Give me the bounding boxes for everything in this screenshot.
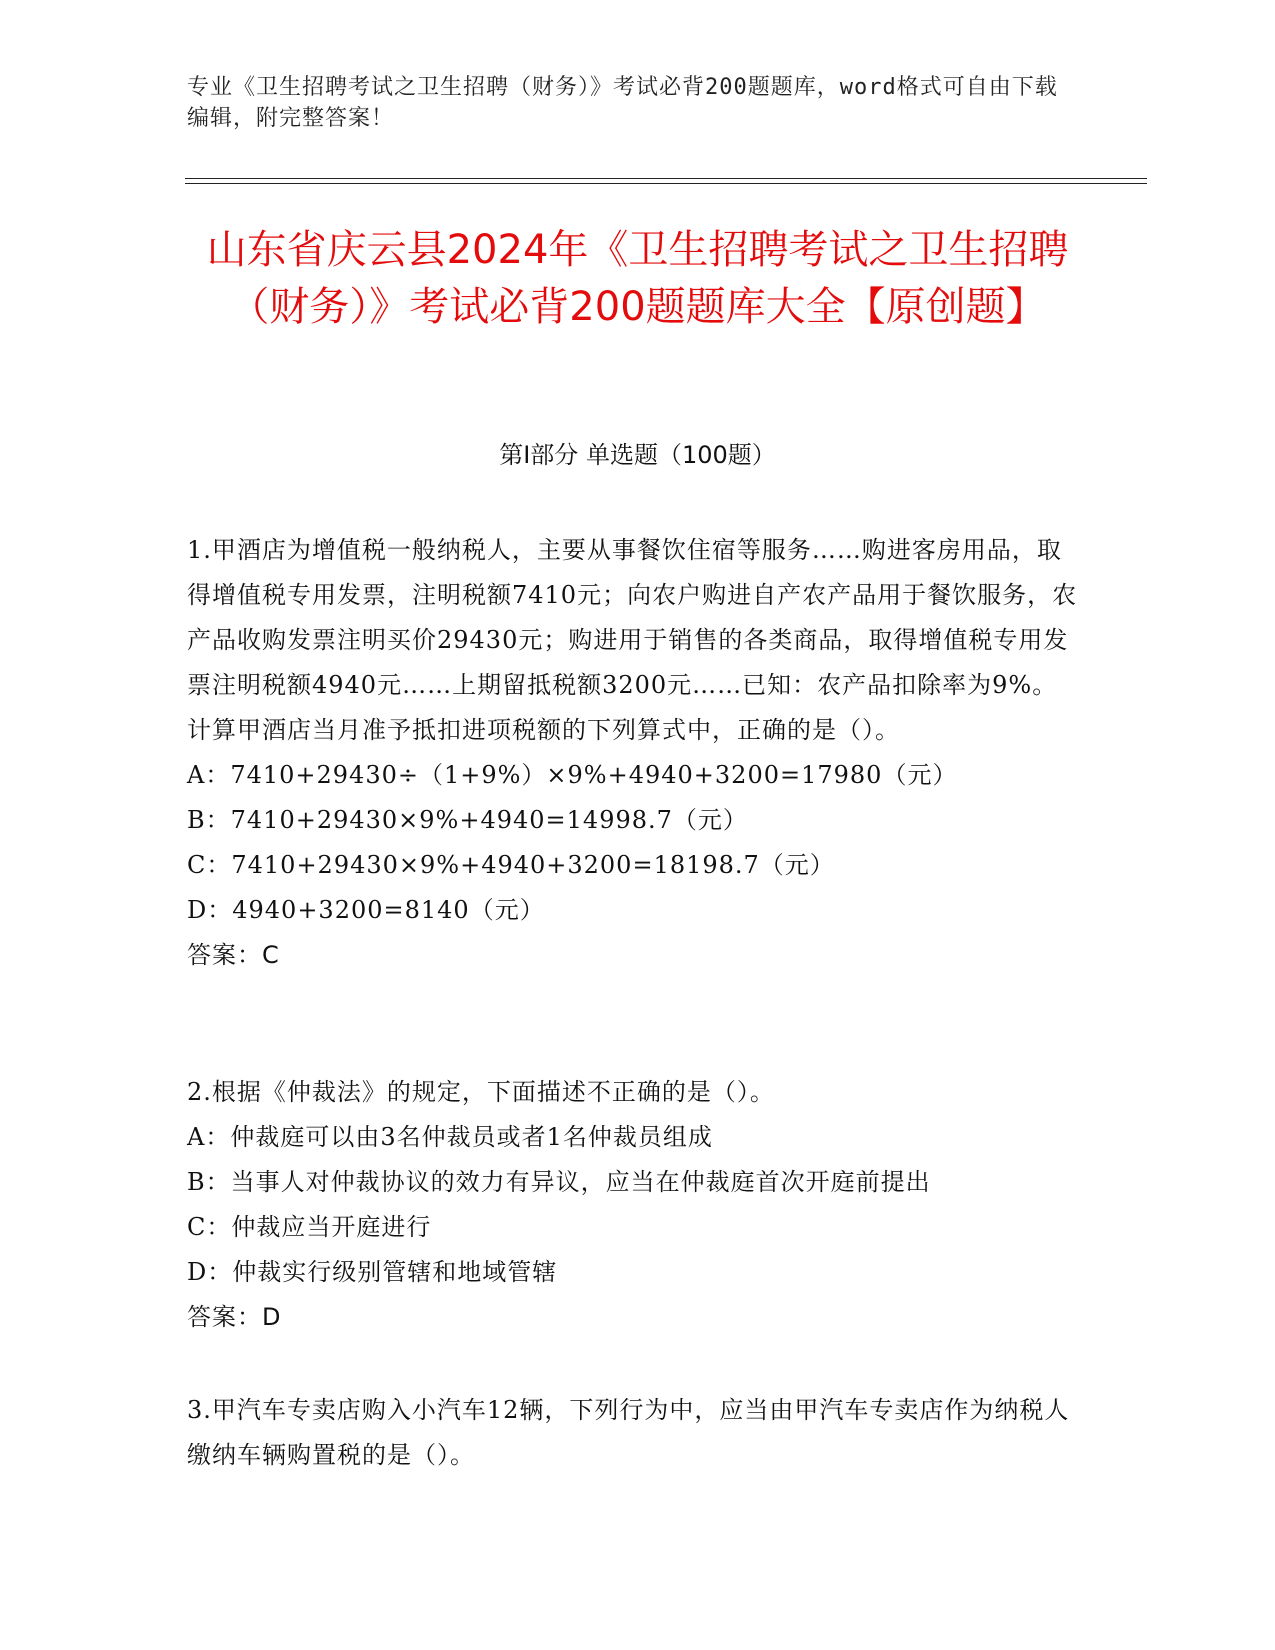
section-heading: 第Ⅰ部分 单选题（100题）: [499, 441, 776, 469]
answer-label: 答案：D: [187, 1303, 282, 1331]
question-stem: 1.甲酒店为增值税一般纳税人，主要从事餐饮住宿等服务……购进客房用品，取得增值税专用发票，注明税额7410元；向农户购进自产农产品用于餐饮服务，农产品收购发票注明买价29430元；购进用于销售的各类商品，取得增值税专用发票注明税额4940元……上期留抵税额3200元……已知：农产品扣除率为9%。计算甲酒店当月准予抵扣进项税额的下列算式中，正确的是（）。: [187, 536, 1078, 744]
option-d: D：4940+3200=8140（元）: [187, 896, 545, 924]
option-b: B：当事人对仲裁协议的效力有异议，应当在仲裁庭首次开庭前提出: [187, 1168, 931, 1196]
question-3: [187, 1388, 1082, 1478]
document-title: 山东省庆云县2024年《卫生招聘考试之卫生招聘（财务）》考试必背200题题库大全【原创题】: [206, 227, 1069, 330]
question-1: [187, 528, 1082, 978]
option-c: C：仲裁应当开庭进行: [187, 1213, 432, 1241]
option-c: C：7410+29430×9%+4940+3200=18198.7（元）: [187, 851, 835, 879]
document-header-note: 专业《卫生招聘考试之卫生招聘（财务）》考试必背200题题库，word格式可自由下载编辑，附完整答案！: [187, 75, 1058, 131]
answer-label: 答案：C: [187, 941, 280, 969]
option-b: B：7410+29430×9%+4940=14998.7（元）: [187, 806, 748, 834]
option-a: A：7410+29430÷（1+9%）×9%+4940+3200=17980（元）: [187, 761, 958, 789]
question-2: [187, 1070, 1082, 1340]
header-divider-top: [185, 178, 1147, 179]
question-stem: 2.根据《仲裁法》的规定，下面描述不正确的是（）。: [187, 1078, 775, 1106]
header-divider-bottom: [185, 183, 1147, 184]
option-d: D：仲裁实行级别管辖和地域管辖: [187, 1258, 558, 1286]
question-stem: 3.甲汽车专卖店购入小汽车12辆，下列行为中，应当由甲汽车专卖店作为纳税人缴纳车辆购置税的是（）。: [187, 1396, 1070, 1469]
option-a: A：仲裁庭可以由3名仲裁员或者1名仲裁员组成: [187, 1123, 713, 1151]
